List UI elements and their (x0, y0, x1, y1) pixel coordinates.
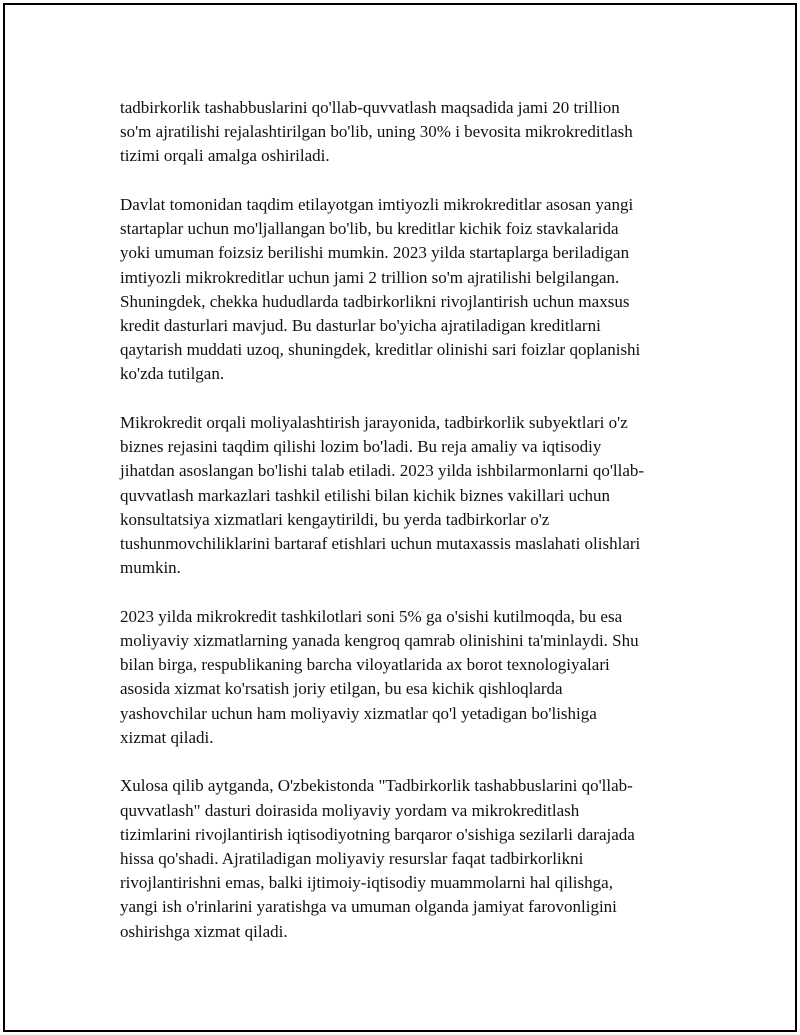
text-line: Davlat tomonidan taqdim etilayotgan imtiyozli mikrokreditlar asosan yangi (120, 195, 634, 214)
text-line: asosida xizmat ko'rsatish joriy etilgan, bu esa kichik qishloqlarda (120, 679, 563, 699)
text-line: qaytarish muddati uzoq, shuningdek, kreditlar olinishi sari foizlar qoplanishi (120, 340, 641, 360)
text-line: tizimlarini rivojlantirish iqtisodiyotning barqaror o'sishiga sezilarli darajada (120, 824, 635, 844)
text-line: moliyaviy xizmatlarning yanada kengroq qamrab olinishini ta'minlaydi. Shu (120, 631, 639, 651)
text-line: bilan birga, respublikaning barcha viloyatlarida ax borot texnologiyalari (120, 655, 610, 675)
paragraph (120, 411, 695, 580)
text-line: startaplar uchun mo'ljallangan bo'lib, bu kreditlar kichik foiz stavkalarida (120, 219, 619, 239)
text-line: kredit dasturlari mavjud. Bu dasturlar bo'yicha ajratiladigan kreditlarni (120, 316, 601, 336)
text-line: hissa qo'shadi. Ajratiladigan moliyaviy resurslar faqat tadbirkorlikni (120, 849, 584, 869)
text-line: yangi ish o'rinlarini yaratishga va umuman olganda jamiyat farovonligini (120, 897, 617, 917)
text-line: quvvatlash" dasturi doirasida moliyaviy yordam va mikrokreditlash (120, 800, 580, 820)
text-line: 2023 yilda mikrokredit tashkilotlari soni 5% ga o'sishi kutilmoqda, bu esa (120, 606, 623, 626)
text-line: rivojlantirishni emas, balki ijtimoiy-iqtisodiy muammolarni hal qilishga, (120, 873, 613, 893)
text-line: Xulosa qilib aytganda, O'zbekistonda "Tadbirkorlik tashabbuslarini qo'llab- (120, 776, 633, 796)
text-line: imtiyozli mikrokreditlar uchun jami 2 trillion so'm ajratilishi belgilangan. (120, 267, 620, 287)
text-line: tizimi orqali amalga oshiriladi. (120, 146, 330, 166)
text-line: so'm ajratilishi rejalashtirilgan bo'lib, uning 30% i bevosita mikrokreditlash (120, 122, 633, 142)
paragraph (120, 774, 695, 943)
paragraph (120, 605, 695, 750)
text-line: biznes rejasini taqdim qilishi lozim bo'ladi. Bu reja amaliy va iqtisodiy (120, 437, 602, 457)
page-frame (3, 3, 797, 1032)
text-line: ko'zda tutilgan. (120, 364, 225, 384)
text-line: mumkin. (120, 558, 181, 578)
text-line: Shuningdek, chekka hududlarda tadbirkorlikni rivojlantirish uchun maxsus (120, 291, 630, 311)
text-line: yoki umuman foizsiz berilishi mumkin. 2023 yilda startaplarga beriladigan (120, 243, 630, 263)
text-line: quvvatlash markazlari tashkil etilishi bilan kichik biznes vakillari uchun (120, 485, 611, 505)
text-line: jihatdan asoslangan bo'lishi talab etiladi. 2023 yilda ishbilarmonlarni qo'llab- (120, 461, 645, 481)
text-line: yashovchilar uchun ham moliyaviy xizmatlar qo'l yetadigan bo'lishiga (120, 703, 597, 723)
paragraph (120, 193, 695, 387)
text-line: tadbirkorlik tashabbuslarini qo'llab-quvvatlash maqsadida jami 20 trillion (120, 98, 620, 117)
document-body (120, 96, 695, 968)
text-line: konsultatsiya xizmatlari kengaytirildi, bu yerda tadbirkorlar o'z (120, 509, 550, 529)
text-line: xizmat qiladi. (120, 727, 214, 747)
text-line: tushunmovchiliklarini bartaraf etishlari uchun mutaxassis maslahati olishlari (120, 534, 641, 554)
text-line: Mikrokredit orqali moliyalashtirish jarayonida, tadbirkorlik subyektlari o'z (120, 413, 628, 433)
text-line: oshirishga xizmat qiladi. (120, 921, 288, 941)
paragraph (120, 96, 695, 169)
